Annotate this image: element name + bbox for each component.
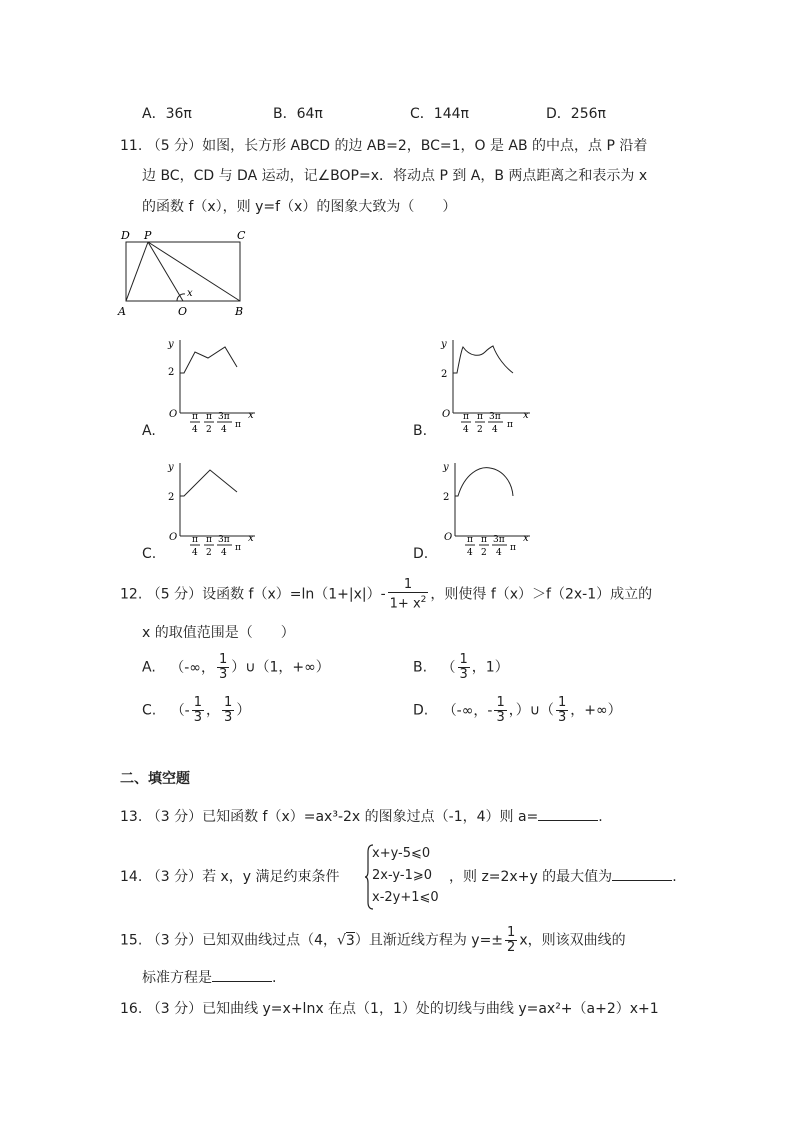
question-number: 13. <box>120 809 143 825</box>
section-title: 二、填空题 <box>120 771 190 787</box>
question-text: （3 分）若 x，y 满足约束条件 <box>146 869 340 885</box>
graph-c-label: C. <box>142 546 157 562</box>
question-text: （3 分）已知曲线 y=x+lnx 在点（1，1）处的切线与曲线 y=ax²+（a+2）x+1 <box>146 1001 659 1017</box>
tick-3pi4-den: 4 <box>221 425 227 435</box>
tick-pi4-den: 4 <box>463 425 469 435</box>
origin-label: O <box>442 409 451 420</box>
tick-pi2-den: 2 <box>481 548 487 558</box>
question-text: ，则 z=2x+y 的最大值为 <box>449 869 613 885</box>
tick-pi2-den: 2 <box>206 548 212 558</box>
option-label: A． <box>142 106 166 122</box>
tick-3pi4-den: 4 <box>496 548 502 558</box>
tick-pi4-num: π <box>192 412 198 422</box>
question-text: ，则使得 f（x）＞f（2x-1）成立的 <box>430 586 653 603</box>
question-number: 11. <box>120 138 143 154</box>
denominator-base: 1+ x <box>389 596 421 612</box>
x-axis-label: x <box>523 410 529 421</box>
q15-line1 <box>120 926 626 955</box>
fraction-numerator: 1 <box>193 695 203 710</box>
tick-pi4-den: 4 <box>192 548 198 558</box>
question-end: . <box>598 809 603 825</box>
tick-pi: π <box>510 543 516 553</box>
origin-label: O <box>444 532 453 543</box>
y-tick-2: 2 <box>443 492 450 503</box>
option-label: D． <box>546 106 571 122</box>
fraction <box>192 696 204 725</box>
option-text: 36π <box>165 106 192 122</box>
fraction-numerator: 1 <box>459 652 468 667</box>
answer-blank[interactable] <box>212 967 272 982</box>
question-text: （5 分）如图，长方形 ABCD 的边 AB=2，BC=1，O 是 AB 的中点，点 P 沿着 <box>146 138 648 154</box>
fraction <box>388 578 429 611</box>
tick-pi4-num: π <box>467 535 473 545</box>
constraint-1: x+y-5⩽0 <box>372 846 431 861</box>
q11-line2: 边 BC，CD 与 DA 运动，记∠BOP=x．将动点 P 到 A，B 两点距离之和表示为 x <box>142 168 648 184</box>
q14-tail <box>449 866 677 886</box>
tick-3pi4-den: 4 <box>221 548 227 558</box>
option-text: ，1） <box>471 659 509 676</box>
constraint-3: x-2y+1⩽0 <box>372 890 439 905</box>
q12-option-d <box>413 696 622 725</box>
option-text: ）∪（1，+∞） <box>231 659 330 676</box>
fraction-denominator: 3 <box>193 710 203 725</box>
graph-b-label: B. <box>413 423 428 439</box>
graph-option-d <box>415 458 545 568</box>
fraction-denominator: 3 <box>218 667 228 682</box>
tick-3pi4-num: 3π <box>218 535 230 545</box>
tick-3pi4-num: 3π <box>493 535 505 545</box>
option-text: ） <box>236 702 251 719</box>
label-A: A <box>118 305 126 318</box>
tick-pi: π <box>235 543 241 553</box>
tick-pi2-num: π <box>481 535 487 545</box>
label-D: D <box>121 229 130 242</box>
fraction-denominator: 3 <box>459 667 468 682</box>
label-x: x <box>187 288 193 299</box>
constraint-2: 2x-y-1⩾0 <box>372 868 433 883</box>
tick-3pi4-den: 4 <box>492 425 498 435</box>
x-axis-label: x <box>523 533 529 544</box>
option-label: B． <box>273 106 297 122</box>
fraction-denominator: 3 <box>557 710 567 725</box>
question-text: 标准方程是 <box>142 970 212 986</box>
x-axis-label: x <box>248 410 254 421</box>
fraction-numerator: 1 <box>557 695 567 710</box>
fraction-denominator: 3 <box>496 710 505 725</box>
y-tick-2: 2 <box>441 369 448 380</box>
option-text: 64π <box>296 106 323 122</box>
option-text: （-∞， <box>170 659 215 676</box>
y-axis-label: y <box>443 462 449 473</box>
question-text: （5 分）设函数 f（x）=ln（1+|x|）- <box>146 586 386 603</box>
fraction-numerator: 1 <box>218 652 228 667</box>
tick-pi2-den: 2 <box>477 425 483 435</box>
y-axis-label: y <box>168 339 174 350</box>
option-text: ，+∞） <box>570 702 622 719</box>
answer-blank[interactable] <box>612 866 672 881</box>
sqrt-icon: √ <box>336 932 346 949</box>
tick-pi2-den: 2 <box>206 425 212 435</box>
question-number: 14. <box>120 869 143 885</box>
question-text: （3 分）已知双曲线过点（4， <box>146 932 337 949</box>
option-text: 144π <box>433 106 469 122</box>
q10-option-a <box>142 103 192 123</box>
q16 <box>120 998 659 1018</box>
fraction-numerator: 1 <box>224 695 233 710</box>
tick-pi: π <box>235 420 241 430</box>
y-tick-2: 2 <box>168 492 175 503</box>
tick-pi4-num: π <box>192 535 198 545</box>
q11-line1 <box>120 135 647 155</box>
origin-label: O <box>169 409 178 420</box>
origin-label: O <box>169 532 178 543</box>
q11-line3: 的函数 f（x），则 y=f（x）的图象大致为（ ） <box>142 199 457 215</box>
option-label: C. <box>142 702 157 719</box>
constraint-system <box>372 843 439 909</box>
fraction <box>222 696 234 725</box>
fraction-numerator: 1 <box>496 695 505 710</box>
graph-option-a <box>140 335 270 445</box>
label-O: O <box>178 305 188 318</box>
question-end: . <box>672 869 677 885</box>
tick-pi4-den: 4 <box>467 548 473 558</box>
tick-3pi4-num: 3π <box>489 412 501 422</box>
fraction <box>556 696 568 725</box>
fraction <box>494 696 506 725</box>
q13 <box>120 806 603 826</box>
question-text: x，则该双曲线的 <box>519 932 626 949</box>
fraction <box>458 653 470 682</box>
y-axis-label: y <box>441 339 447 350</box>
question-text: （3 分）已知函数 f（x）=ax³-2x 的图象过点（-1，4）则 a= <box>146 809 539 825</box>
graph-option-b <box>415 335 545 445</box>
question-number: 16. <box>120 1001 143 1017</box>
sqrt-value: 3 <box>345 932 355 949</box>
q15-line2 <box>142 967 276 987</box>
fraction-numerator: 1 <box>507 925 516 940</box>
tick-pi2-num: π <box>477 412 483 422</box>
tick-pi2-num: π <box>206 412 212 422</box>
fraction-denominator: 2 <box>507 940 516 955</box>
tick-pi4-num: π <box>463 412 469 422</box>
option-label: B. <box>413 659 428 676</box>
option-text: （- <box>170 702 190 719</box>
graph-option-c <box>140 458 270 568</box>
option-label: A. <box>142 659 156 676</box>
fraction <box>217 653 229 682</box>
y-tick-2: 2 <box>168 367 175 378</box>
question-number: 12. <box>120 586 143 603</box>
option-text: ， <box>206 702 221 719</box>
answer-blank[interactable] <box>538 806 598 821</box>
fraction-denominator <box>388 593 429 611</box>
q10-option-d <box>546 103 606 123</box>
fraction <box>505 926 517 955</box>
tick-pi4-den: 4 <box>192 425 198 435</box>
q12-option-a <box>142 653 330 682</box>
graph-a-label: A. <box>142 423 156 439</box>
option-label: D. <box>413 702 429 719</box>
option-label: C． <box>410 106 434 122</box>
option-text: （ <box>441 659 456 676</box>
question-text: ）且渐近线方程为 y=± <box>354 932 504 949</box>
rectangle-figure <box>115 225 255 320</box>
question-number: 15. <box>120 932 143 949</box>
q10-option-b <box>273 103 323 123</box>
label-B: B <box>235 305 244 318</box>
q12-option-b <box>413 653 509 682</box>
option-text: （-∞，- <box>442 702 493 719</box>
graph-d-label: D. <box>413 546 429 562</box>
q12-option-c <box>142 696 250 725</box>
tick-pi2-num: π <box>206 535 212 545</box>
fraction-numerator: 1 <box>388 578 429 593</box>
y-axis-label: y <box>168 462 174 473</box>
exponent: 2 <box>420 595 427 605</box>
label-P: P <box>144 229 152 242</box>
tick-pi: π <box>507 420 513 430</box>
label-C: C <box>237 229 246 242</box>
q10-option-c <box>410 103 469 123</box>
question-end: . <box>272 970 277 986</box>
option-text: ，）∪（ <box>508 702 554 719</box>
tick-3pi4-num: 3π <box>218 412 230 422</box>
q12-line2: x 的取值范围是（ ） <box>142 625 295 641</box>
option-text: 256π <box>570 106 606 122</box>
q12-line1 <box>120 578 652 611</box>
x-axis-label: x <box>248 533 254 544</box>
fraction-denominator: 3 <box>224 710 233 725</box>
q14 <box>120 866 340 886</box>
